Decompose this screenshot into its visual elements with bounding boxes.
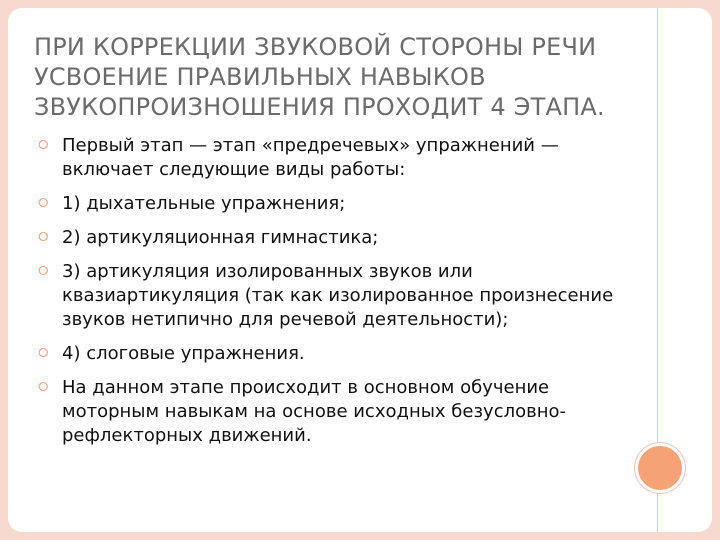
list-item-text: 1) дыхательные упражнения; [62,193,346,214]
bullet-icon: ⭘ [38,138,49,153]
bullet-icon: ⭘ [38,346,49,361]
decorative-circle-icon [638,446,682,490]
slide-title: ПРИ КОРРЕКЦИИ ЗВУКОВОЙ СТОРОНЫ РЕЧИ УСВОЕНИЕ ПРАВИЛЬНЫХ НАВЫКОВ ЗВУКОПРОИЗНОШЕНИЯ ПРОХОДИТ 4 ЭТАПА. [34,33,605,121]
list-item-text: 2) артикуляционная гимнастика; [62,227,379,248]
bullet-icon: ⭘ [38,230,49,245]
bullet-icon: ⭘ [38,380,49,395]
list-item [38,260,628,332]
list-item [38,342,628,366]
list-item [38,226,628,250]
list-item [38,192,628,216]
list-item-text: Первый этап — этап «предречевых» упражнений — включает следующие виды работы: [62,135,559,180]
list-item [38,376,628,448]
bullet-icon: ⭘ [38,264,49,279]
list-item-text: 4) слоговые упражнения. [62,343,305,364]
bullet-list [38,134,628,458]
list-item [38,134,628,182]
list-item-text: 3) артикуляция изолированных звуков или квазиартикуляция (так как изолированное произнесение звуков нетипично для речевой деятельности); [62,261,614,330]
bullet-icon: ⭘ [38,196,49,211]
list-item-text: На данном этапе происходит в основном обучение моторным навыкам на основе исходных безусловно-рефлекторных движений. [62,377,566,446]
